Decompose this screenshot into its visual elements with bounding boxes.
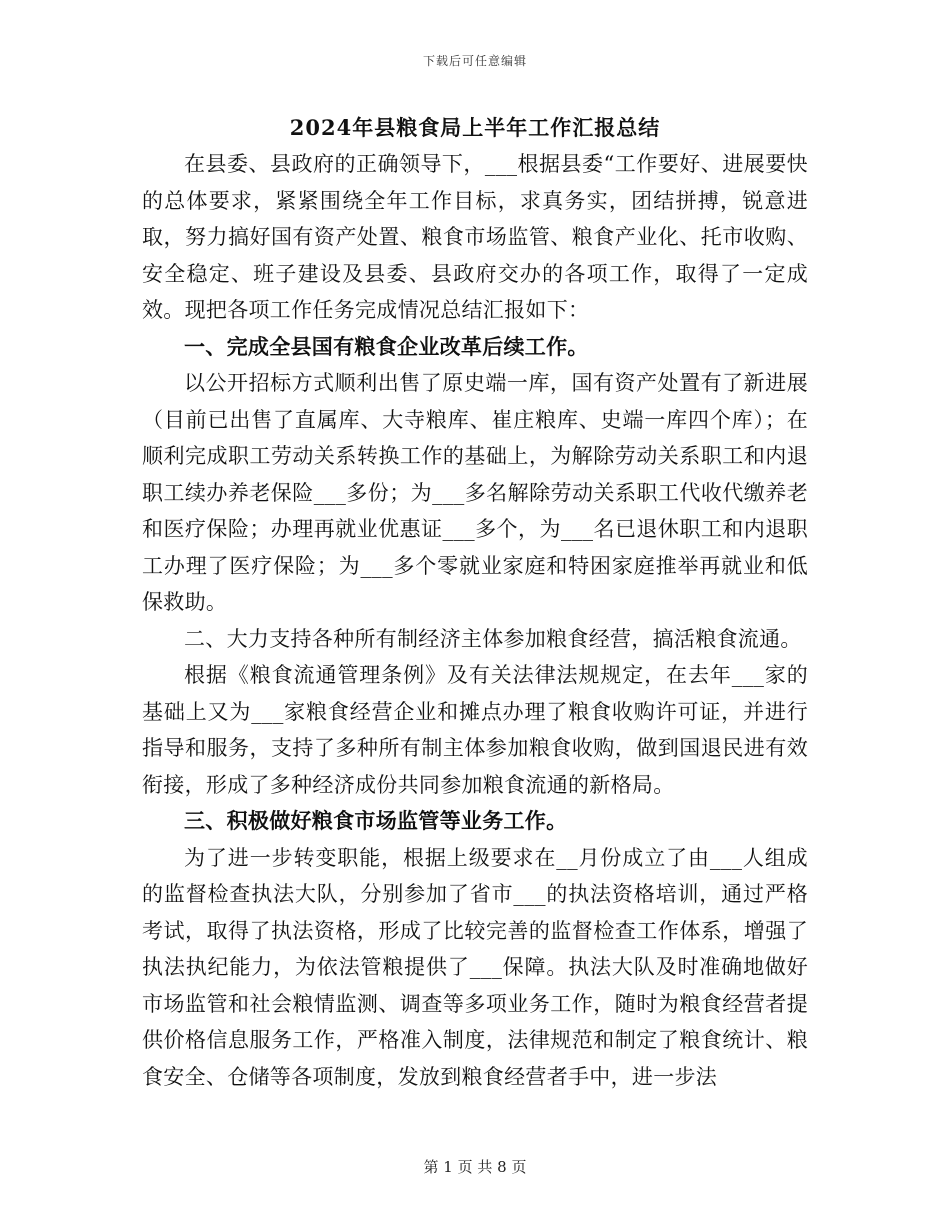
document-body xyxy=(142,110,808,1095)
header-note: 下载后可任意编辑 xyxy=(422,54,527,68)
section-heading-2: 二、大力支持各种所有制经济主体参加粮食经营，搞活粮食流通。 xyxy=(184,626,802,651)
section-1-paragraph: 以公开招标方式顺利出售了原史端一库，国有资产处置有了新进展（目前已出售了直属库、大寺粮库、崔庄粮库、史端一库四个库）；在顺利完成职工劳动关系转换工作的基础上，为解除劳动关系职工和内退职工续办养老保险___多份；为___多名解除劳动关系职工代收代缴养老和医疗保险；办理再就业优惠证___多个，为___名已退休职工和内退职工办理了医疗保险；为___多个零就业家庭和特困家庭推举再就业和低保救助。 xyxy=(142,371,808,614)
section-3-paragraph: 为了进一步转变职能，根据上级要求在__月份成立了由___人组成的监督检查执法大队，分别参加了省市___的执法资格培训，通过严格考试，取得了执法资格，形成了比较完善的监督检查工作体系，增强了执法执纪能力，为依法管粮提供了___保障。执法大队及时准确地做好市场监管和社会粮情监测、调查等多项业务工作，随时为粮食经营者提供价格信息服务工作，严格准入制度，法律规范和制定了粮食统计、粮食安全、仓储等各项制度，发放到粮食经营者手中，进一步法 xyxy=(142,845,808,1089)
intro-paragraph: 在县委、县政府的正确领导下，___根据县委“工作要好、进展要快的总体要求，紧紧围绕全年工作目标，求真务实，团结拼搏，锐意进取，努力搞好国有资产处置、粮食市场监管、粮食产业化、托市收购、安全稳定、班子建设及县委、县政府交办的各项工作，取得了一定成效。现把各项工作任务完成情况总结汇报如下： xyxy=(142,152,808,322)
page-footer: 第 1 页 共 8 页 xyxy=(423,1158,527,1176)
section-2-paragraph: 根据《粮食流通管理条例》及有关法律法规规定，在去年___家的基础上又为___家粮食经营企业和摊点办理了粮食收购许可证，并进行指导和服务，支持了多种所有制主体参加粮食收购，做到国退民进有效衔接，形成了多种经济成份共同参加粮食流通的新格局。 xyxy=(142,663,808,797)
section-heading-3: 三、积极做好粮食市场监管等业务工作。 xyxy=(184,808,568,833)
document-title: 2024年县粮食局上半年工作汇报总结 xyxy=(289,115,661,140)
section-heading-1: 一、完成全县国有粮食企业改革后续工作。 xyxy=(184,333,589,359)
